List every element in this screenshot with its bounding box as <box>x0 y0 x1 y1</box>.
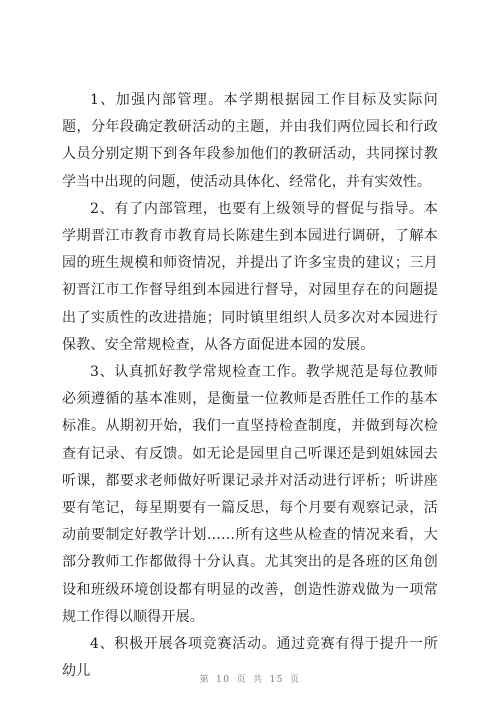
page-footer <box>0 672 500 685</box>
paragraph-3: 3、认真抓好教学常规检查工作。教学规范是每位教师必须遵循的基本准则，是衡量一位教师是否胜任工作的基本标准。从期初开始，我们一直坚持检查制度，并做到每次检查有记录、有反馈。如无论是园里自己听课还是到姐妹园去听课，都要求老师做好听课记录并对活动进行评析；听讲座要有笔记，每星期要有一篇反思，每个月要有观察记录，活动前要制定好教学计划……所有这些从检查的情况来看，大部分教师工作都做得十分认真。尤其突出的是各班的区角创设和班级环境创设都有明显的改善，创造性游戏做为一项常规工作得以顺得开展。 <box>62 364 438 625</box>
current-page-number: 10 <box>216 675 231 685</box>
total-suffix: 页 <box>289 675 301 685</box>
total-pages-number: 15 <box>269 675 284 685</box>
paragraph-4: 4、积极开展各项竞赛活动。通过竞赛有得于提升一所幼儿 <box>62 636 438 680</box>
document-body <box>62 87 438 685</box>
total-prefix: 共 <box>253 675 264 685</box>
page-prefix: 第 <box>199 675 211 685</box>
page-suffix: 页 <box>236 675 247 685</box>
paragraph-1: 1、加强内部管理。本学期根据园工作目标及实际问题，分年段确定教研活动的主题，并由我们两位园长和行政人员分别定期下到各年段参加他们的教研活动，共同探讨教学当中出现的问题，使活动具体化、经常化，并有实效性。 <box>62 92 438 190</box>
paragraph-2: 2、有了内部管理，也要有上级领导的督促与指导。本学期晋江市教育市教育局长陈建生到本园进行调研，了解本园的班生规模和师资情况，并提出了许多宝贵的建议；三月初晋江市工作督导组到本园进行督导，对园里存在的问题提出了实质性的改进措施；同时镇里组织人员多次对本园进行保教、安全常规检查，从各方面促进本园的发展。 <box>62 200 438 353</box>
